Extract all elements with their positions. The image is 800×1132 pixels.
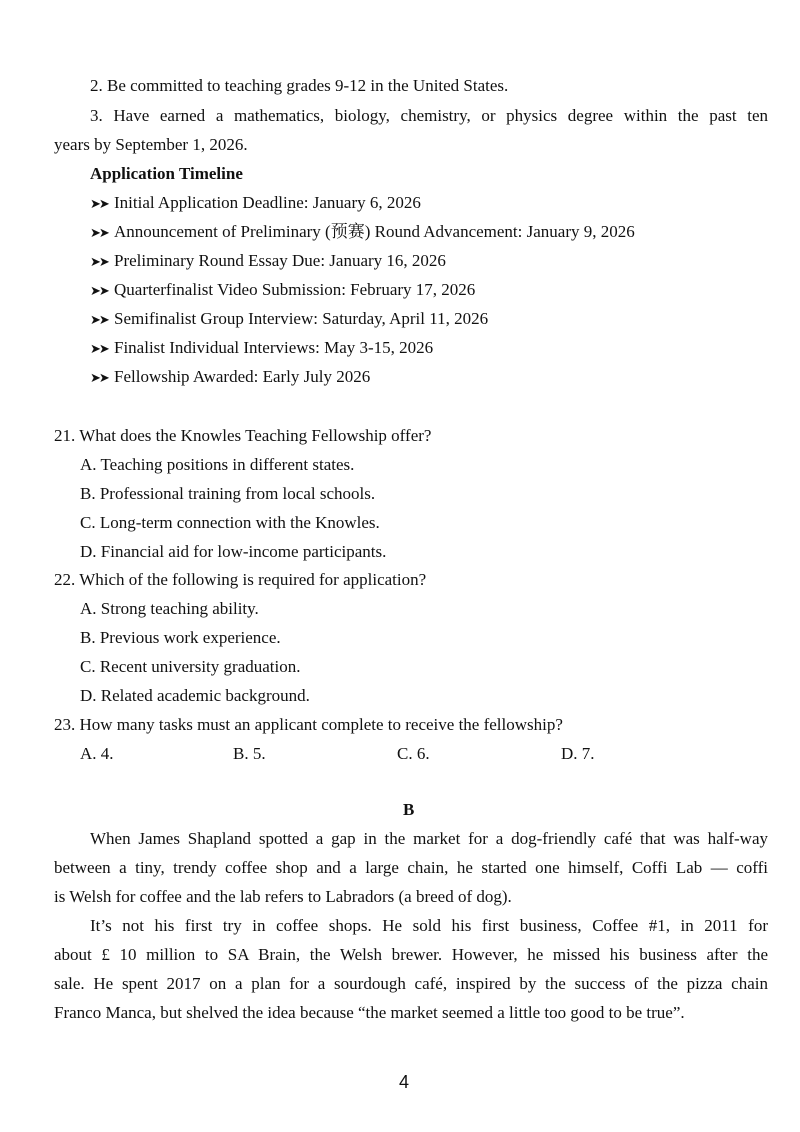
timeline-heading: Application Timeline	[90, 164, 243, 183]
arrow-bullet-icon: ➤➤	[90, 254, 108, 269]
requirement-item-3-line-1: 3. Have earned a mathematics, biology, chemistry, or physics degree within the past ten	[90, 106, 768, 125]
question-23-option-c: C. 6.	[397, 744, 430, 763]
timeline-item: ➤➤ Initial Application Deadline: January 6, 2026	[90, 192, 421, 215]
passage-b-paragraph-2-line: Franco Manca, but shelved the idea because “the market seemed a little too good to be true”.	[54, 1003, 685, 1022]
question-23-option-d: D. 7.	[561, 744, 595, 763]
question-22-option-b: B. Previous work experience.	[80, 628, 281, 647]
arrow-bullet-icon: ➤➤	[90, 370, 108, 385]
question-22-option-a: A. Strong teaching ability.	[80, 599, 259, 618]
passage-b-paragraph-1-line: between a tiny, trendy coffee shop and a large chain, he started one himself, Coffi Lab — coffi	[54, 858, 768, 877]
question-23-option-a: A. 4.	[80, 744, 114, 763]
question-23-option-b: B. 5.	[233, 744, 266, 763]
timeline-item: ➤➤ Announcement of Preliminary (预赛) Round Advancement: January 9, 2026	[90, 221, 635, 244]
requirement-item-2: 2. Be committed to teaching grades 9-12 in the United States.	[90, 76, 509, 95]
arrow-bullet-icon: ➤➤	[90, 196, 108, 211]
section-b-heading: B	[403, 800, 415, 819]
arrow-bullet-icon: ➤➤	[90, 283, 108, 298]
arrow-bullet-icon: ➤➤	[90, 341, 108, 356]
arrow-bullet-icon: ➤➤	[90, 225, 108, 240]
question-21-option-d: D. Financial aid for low-income participants.	[80, 542, 387, 561]
question-23-stem: 23. How many tasks must an applicant complete to receive the fellowship?	[54, 715, 563, 734]
question-22-option-c: C. Recent university graduation.	[80, 657, 301, 676]
timeline-item: ➤➤ Finalist Individual Interviews: May 3-15, 2026	[90, 337, 433, 360]
timeline-item: ➤➤ Semifinalist Group Interview: Saturday, April 11, 2026	[90, 308, 488, 331]
question-21-option-c: C. Long-term connection with the Knowles.	[80, 513, 380, 532]
question-21-option-a: A. Teaching positions in different states.	[80, 455, 355, 474]
timeline-item: ➤➤ Preliminary Round Essay Due: January 16, 2026	[90, 250, 446, 273]
passage-b-paragraph-2-line: about £ 10 million to SA Brain, the Welsh brewer. However, he missed his business after the	[54, 945, 768, 964]
passage-b-paragraph-2-line: It’s not his first try in coffee shops. He sold his first business, Coffee #1, in 2011 for	[90, 916, 768, 935]
question-21-stem: 21. What does the Knowles Teaching Fellowship offer?	[54, 426, 432, 445]
timeline-item: ➤➤ Quarterfinalist Video Submission: February 17, 2026	[90, 279, 475, 302]
passage-b-paragraph-1-line: When James Shapland spotted a gap in the market for a dog-friendly café that was half-way	[90, 829, 768, 848]
question-21-option-b: B. Professional training from local schools.	[80, 484, 376, 503]
passage-b-paragraph-1-line: is Welsh for coffee and the lab refers to Labradors (a breed of dog).	[54, 887, 512, 906]
passage-b-paragraph-2-line: sale. He spent 2017 on a plan for a sourdough café, inspired by the success of the pizza chain	[54, 974, 768, 993]
arrow-bullet-icon: ➤➤	[90, 312, 108, 327]
timeline-item: ➤➤ Fellowship Awarded: Early July 2026	[90, 366, 370, 389]
question-22-stem: 22. Which of the following is required for application?	[54, 570, 427, 589]
requirement-item-3-line-2: years by September 1, 2026.	[54, 135, 248, 154]
page-number: 4	[399, 1072, 410, 1092]
question-22-option-d: D. Related academic background.	[80, 686, 310, 705]
